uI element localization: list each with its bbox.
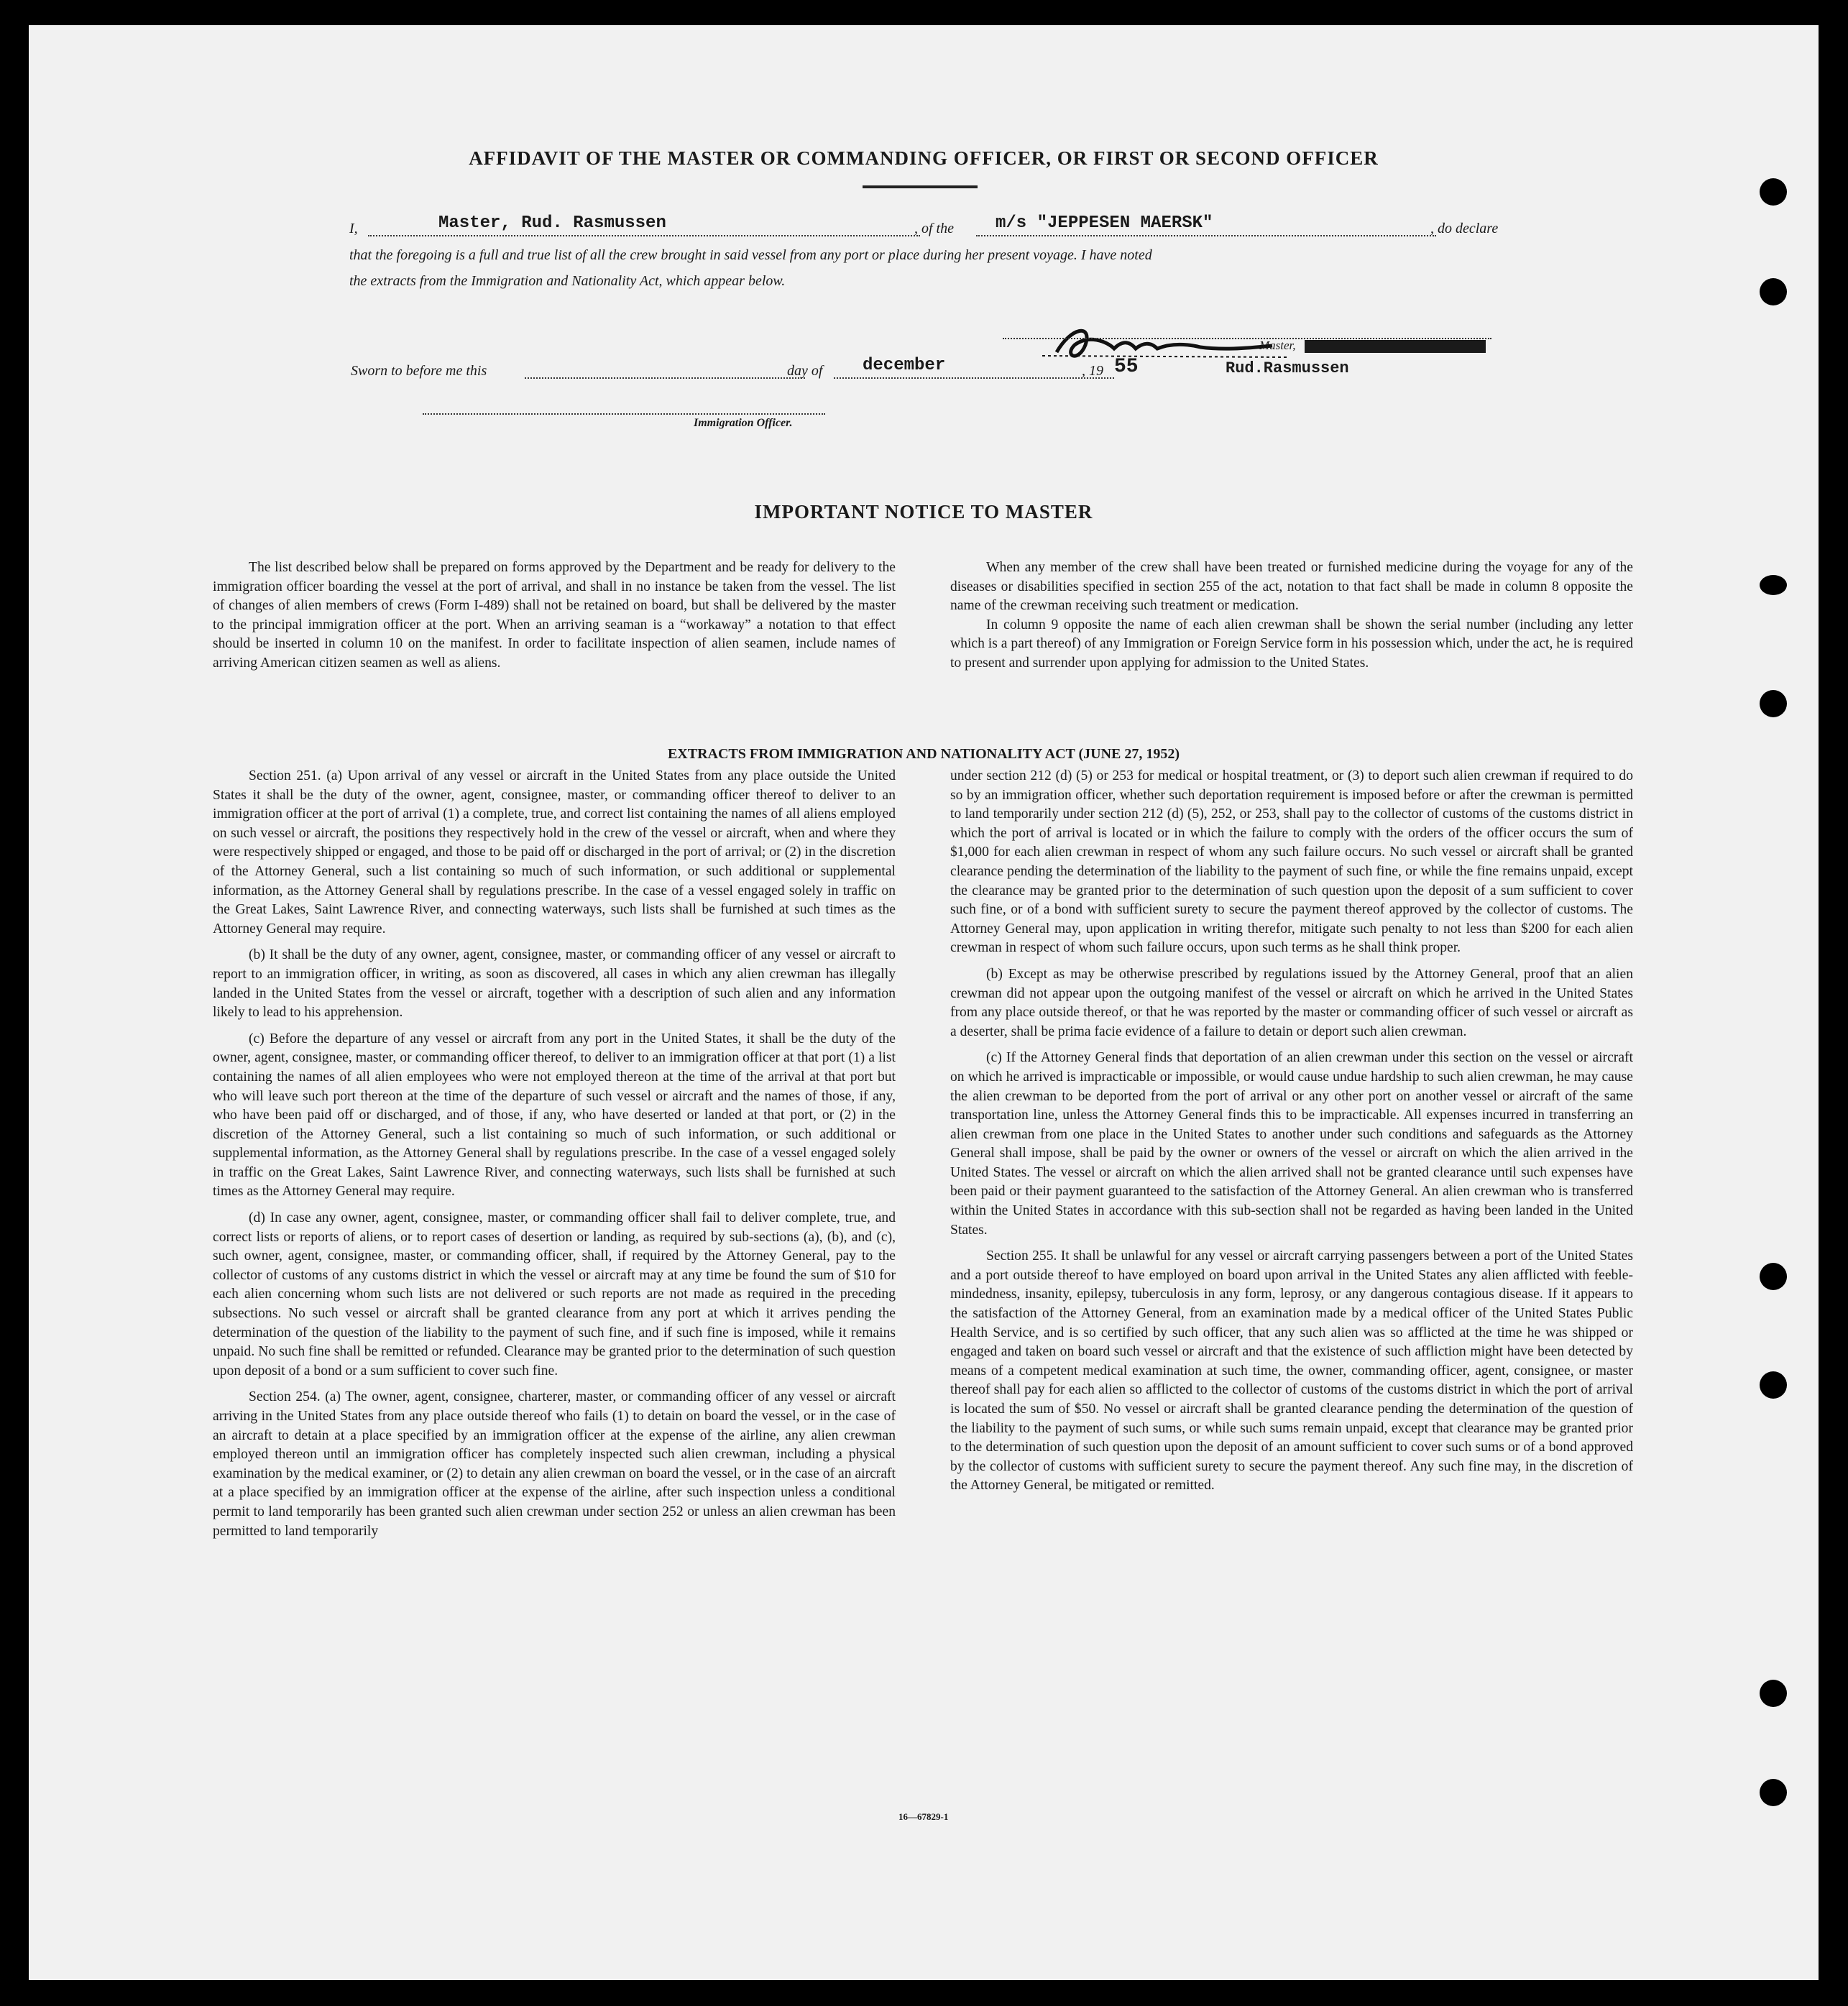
struck-out-title-block bbox=[1305, 340, 1486, 353]
title-rule bbox=[863, 185, 978, 188]
section-254b: (b) Except as may be otherwise prescribed by regulations issued by the Attorney General, proof that an alien crewman did not appear upon the outgoing manifest of the vessel or aircraft on which he arrived in the United States from any place outside thereof, or that he was reported by the master or commanding officer of such vessel or aircraft as a deserter, shall be prima facie evidence of a failure to detain or deport such alien crewman. bbox=[950, 966, 1633, 1039]
officer-dotted-line bbox=[423, 413, 825, 415]
notice-right-column bbox=[950, 558, 1633, 681]
binder-hole bbox=[1760, 278, 1787, 305]
form-number: 16—67829-1 bbox=[898, 1811, 949, 1822]
year-suffix: 55 bbox=[1114, 356, 1139, 378]
immigration-officer-label: Immigration Officer. bbox=[694, 417, 793, 429]
sworn-day-dotted-line bbox=[525, 377, 805, 379]
declarant-dotted-line bbox=[368, 235, 920, 236]
vessel-name: m/s "JEPPESEN MAERSK" bbox=[996, 213, 1213, 233]
master-name-typed: Rud.Rasmussen bbox=[1226, 359, 1349, 377]
notice-right-paragraph-2: In column 9 opposite the name of each alien crewman shall be shown the serial number (including any letter which is a part thereof) of any Immigration or Foreign Service form in his possession which, under the act, he is required to present and surrender upon applying for admission to the United States. bbox=[950, 617, 1633, 671]
binder-hole bbox=[1760, 178, 1787, 206]
year-prefix: , 19 bbox=[1082, 363, 1103, 379]
extracts-left-column bbox=[213, 767, 896, 1548]
sworn-month: december bbox=[863, 356, 946, 375]
extracts-right-column bbox=[950, 767, 1633, 1503]
declarant-name: Master, Rud. Rasmussen bbox=[438, 213, 666, 233]
signature-dotted-line bbox=[1003, 338, 1491, 339]
binder-hole bbox=[1760, 1779, 1787, 1806]
extracts-title: EXTRACTS FROM IMMIGRATION AND NATIONALITY ACT (JUNE 27, 1952) bbox=[667, 746, 1180, 762]
binder-hole bbox=[1760, 1371, 1787, 1399]
section-251d: (d) In case any owner, agent, consignee, master, or commanding officer shall fail to deliver complete, true, and correct lists or reports of aliens, or to report cases of desertion or landing, as required by sub-sections (a), (b), and (c), such owner, agent, consignee, master, or commanding officer, shall, if required by the Attorney General, pay to the collector of customs of any customs district in which the vessel or aircraft may at any time be found the sum of $10 for each alien concerning whom such lists are not delivered or such reports are not made as required in the preceding subsections. No such vessel or aircraft shall be granted clearance from any port at which it arrives pending the determination of the question of the liability to the payment of such fine, and if such fine is imposed, while it remains unpaid. No such fine shall be remitted or refunded. Clearance may be granted prior to the determination of such question upon deposit of a bond or a sum sufficient to cover such fine. bbox=[213, 1210, 896, 1379]
section-254a-continued: under section 212 (d) (5) or 253 for medical or hospital treatment, or (3) to deport such alien crewman if required to do so by an immigration officer, whether such deportation requirement is imposed before or after the crewman is permitted to land temporarily under section 212 (d) (5), 252, or 253, shall pay to the collector of customs of the customs district in which the port of arrival is located or in which the failure to comply with the orders of the officer occurs the sum of $1,000 for each alien crewman in respect of whom any such failure occurs. No such vessel or aircraft shall be granted clearance pending the determination of the liability to the payment of such fine, or while the fine remains unpaid, except the clearance may be granted prior to the determination of such question upon the deposit of a sum sufficient to cover such fine, or of a bond with sufficient surety to secure the payment thereof approved by the collector of customs. The Attorney General may, upon application in writing therefor, mitigate such penalty to not less than $200 for each alien crewman in respect of whom such failure occurs, upon such terms as he shall think proper. bbox=[950, 768, 1633, 956]
notice-left-column bbox=[213, 558, 896, 681]
day-of-label: day of bbox=[787, 363, 823, 379]
document-page bbox=[29, 25, 1819, 1980]
section-254c: (c) If the Attorney General finds that deportation of an alien crewman under this section on the vessel or aircraft on which he arrived is impracticable or impossible, or would cause undue hardship to such alien crewman, he may cause the alien crewman to be deported from the port of arrival or any other port on another vessel or aircraft of the same transportation line, unless the Attorney General finds this to be impracticable. All expenses incurred in transferring an alien crewman from one place in the United States to another under such conditions and safeguards as the Attorney General shall impose, shall be paid by the owner or owners of the vessel or aircraft on which the alien arrived in the United States. The vessel or aircraft on which the alien arrived shall not be granted clearance until such expenses have been paid or their payment guaranteed to the satisfaction of the Attorney General. An alien crewman who is transferred within the United States in accordance with this sub-section shall not be regarded as having been landed in the United States. bbox=[950, 1050, 1633, 1238]
section-255: Section 255. It shall be unlawful for any vessel or aircraft carrying passengers between a port of the United States and a port outside thereof to have employed on board upon arrival in the United States any alien afflicted with feeble-mindedness, insanity, epilepsy, tuberculosis in any form, leprosy, or any dangerous contagious disease. If it appears to the satisfaction of the Attorney General, from an examination made by a medical officer of the United States Public Health Service, and is so certified by such officer, that any such alien was so afflicted at the time he was shipped or engaged and taken on board such vessel or aircraft and that the existence of such affliction might have been detected by means of a competent medical examination at such time, the owner, commanding officer, agent, consignee, or master thereof shall pay for each alien so afflicted to the collector of customs of the customs district in which the port of arrival is located the sum of $50. No vessel or aircraft shall be granted clearance pending the determination of the question of the liability to the payment of such sums, or while such sums remain unpaid, except that clearance may be granted prior to the determination of such question upon the deposit of an amount sufficient to cover such sums or of a bond approved by the collector of customs with sufficient surety to secure the payment thereof. Any such fine may, in the discretion of the Attorney General, be mitigated or remitted. bbox=[950, 1248, 1633, 1494]
do-declare-label: , do declare bbox=[1430, 221, 1499, 236]
notice-title: IMPORTANT NOTICE TO MASTER bbox=[754, 501, 1093, 523]
sworn-label: Sworn to before me this bbox=[351, 363, 487, 379]
vessel-dotted-line bbox=[976, 235, 1436, 236]
month-dotted-line bbox=[834, 377, 1114, 379]
binder-hole bbox=[1760, 575, 1787, 595]
section-251c: (c) Before the departure of any vessel or aircraft from any port in the United States, it shall be the duty of the owner, agent, consignee, master, or commanding officer thereof, to deliver to an immigration officer at that port (1) a list containing the names of all alien employees who were not employed thereon at the time of the arrival at that port but who will leave such port thereon at the time of the departure of such vessel or aircraft and the names of those, if any, who have been paid off or discharged, and of those, if any, who have deserted or landed at that port, or (2) in the discretion of the Attorney General, such a list containing so much of such information, or such additional or supplemental information, as the Attorney General shall by regulations prescribe. In the case of a vessel engaged solely in traffic on the Great Lakes, Saint Lawrence River, and connecting waterways, such lists shall be furnished at such times as the Attorney General may require. bbox=[213, 1031, 896, 1200]
notice-left-paragraph: The list described below shall be prepared on forms approved by the Department and be ready for delivery to the immigration officer boarding the vessel at the port of arrival, and shall in no instance be taken from the vessel. The list of changes of alien members of crews (Form I-489) shall not be retained on board, but shall be delivered by the master to the principal immigration officer at the port. When an arriving seaman is a “workaway” a notation to that effect should be inserted in column 10 on the manifest. In order to facilitate inspection of alien seamen, include names of arriving American citizen seamen as well as aliens. bbox=[213, 560, 896, 671]
section-251b: (b) It shall be the duty of any owner, agent, consignee, master, or commanding officer of any vessel or aircraft to report to an immigration officer, in writing, as soon as discovered, all cases in which any alien crewman has illegally landed in the United States from the vessel or aircraft, together with a description of such alien and any information likely to lead to his apprehension. bbox=[213, 947, 896, 1021]
section-251a: Section 251. (a) Upon arrival of any vessel or aircraft in the United States from any place outside the United States it shall be the duty of the owner, agent, consignee, master, or commanding officer thereof to deliver to an immigration officer at the port of arrival (1) a complete, true, and correct list containing the names of all aliens employed on such vessel or aircraft, the positions they respectively hold in the crew of the vessel or aircraft, when and where they were respectively shipped or engaged, and those to be paid off or discharged in the port of arrival; or (2) in the discretion of the Attorney General, such a list containing so much of such information, or such additional or supplemental information, as the Attorney General shall by regulations prescribe. In the case of a vessel engaged solely in traffic on the Great Lakes, Saint Lawrence River, and connecting waterways, such lists shall be furnished at such times as the Attorney General may require. bbox=[213, 768, 896, 937]
i-label: I, bbox=[349, 221, 358, 236]
binder-hole bbox=[1760, 1263, 1787, 1290]
of-the-label: , of the bbox=[914, 221, 954, 236]
declaration-line-1: that the foregoing is a full and true list of all the crew brought in said vessel from any port or place during her present voyage. I have noted bbox=[349, 247, 1152, 263]
declaration-line-2: the extracts from the Immigration and Nationality Act, which appear below. bbox=[349, 273, 786, 289]
section-254a: Section 254. (a) The owner, agent, consignee, charterer, master, or commanding officer of any vessel or aircraft arriving in the United States from any place outside thereof who fails (1) to detain on board the vessel, or in the case of an aircraft to detain at a place specified by an immigration officer at the expense of the airline, any alien crewman employed thereon until an immigration officer has completely inspected such alien crewman, including a physical examination by the medical examiner, or (2) to detain any alien crewman on board the vessel, or in the case of an aircraft at a place specified by an immigration officer at the expense of the airline, after such inspection unless a conditional permit to land temporarily has been granted such alien crewman under section 252 or unless an alien crewman has been permitted to land temporarily bbox=[213, 1389, 896, 1539]
notice-right-paragraph-1: When any member of the crew shall have been treated or furnished medicine during the voyage for any of the diseases or disabilities specified in section 255 of the act, notation to that fact shall be made in column 8 opposite the name of the crewman receiving such treatment or medication. bbox=[950, 560, 1633, 614]
binder-hole bbox=[1760, 1680, 1787, 1707]
master-label: Master, bbox=[1259, 339, 1296, 352]
binder-hole bbox=[1760, 690, 1787, 717]
affidavit-title: AFFIDAVIT OF THE MASTER OR COMMANDING OFFICER, OR FIRST OR SECOND OFFICER bbox=[469, 147, 1379, 169]
